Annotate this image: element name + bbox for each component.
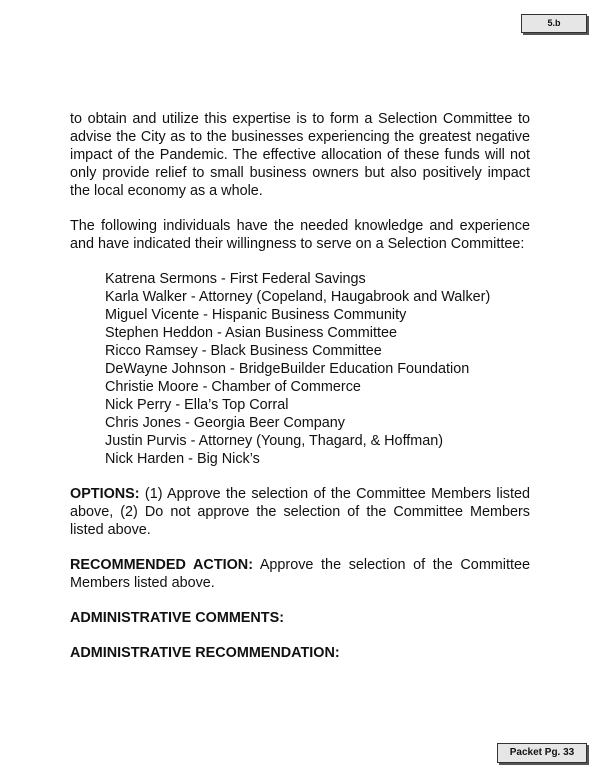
administrative-comments-heading: ADMINISTRATIVE COMMENTS: xyxy=(70,610,284,626)
list-item: Nick Harden - Big Nick’s xyxy=(105,451,260,467)
packet-page-number: Packet Pg. 33 xyxy=(497,743,587,763)
recommended-action-label: RECOMMENDED ACTION: xyxy=(70,557,253,573)
list-item: DeWayne Johnson - BridgeBuilder Education Foundation xyxy=(105,361,470,377)
administrative-recommendation-heading: ADMINISTRATIVE RECOMMENDATION: xyxy=(70,645,340,661)
members-intro-paragraph: The following individuals have the needed knowledge and experience and have indicated their willingness to serve on a Selection Committee: xyxy=(70,218,530,252)
list-item: Katrena Sermons - First Federal Savings xyxy=(105,271,366,287)
list-item: Justin Purvis - Attorney (Young, Thagard, & Hoffman) xyxy=(105,433,444,449)
list-item: Miguel Vicente - Hispanic Business Community xyxy=(105,307,407,323)
agenda-item-tag: 5.b xyxy=(521,14,587,33)
list-item: Ricco Ramsey - Black Business Committee xyxy=(105,343,382,359)
committee-member-list xyxy=(70,270,530,468)
list-item: Chris Jones - Georgia Beer Company xyxy=(105,415,345,431)
list-item: Karla Walker - Attorney (Copeland, Haugabrook and Walker) xyxy=(105,289,491,305)
options-paragraph xyxy=(70,485,530,539)
options-label: OPTIONS: xyxy=(70,486,140,502)
list-item: Nick Perry - Ella’s Top Corral xyxy=(105,397,289,413)
document-body xyxy=(70,110,530,679)
recommended-action-paragraph xyxy=(70,556,530,592)
recommended-action-text: Approve the selection of the Committee Members listed above. xyxy=(70,557,530,591)
options-text: (1) Approve the selection of the Committee Members listed above, (2) Do not approve the selection of the Committee Members listed above. xyxy=(70,486,530,538)
list-item: Christie Moore - Chamber of Commerce xyxy=(105,379,361,395)
intro-paragraph: to obtain and utilize this expertise is to form a Selection Committee to advise the City as to the businesses experiencing the greatest negative impact of the Pandemic. The effective allocation of these funds will not only provide relief to small business owners but also positively impact the local economy as a whole. xyxy=(70,111,530,199)
list-item: Stephen Heddon - Asian Business Committee xyxy=(105,325,397,341)
